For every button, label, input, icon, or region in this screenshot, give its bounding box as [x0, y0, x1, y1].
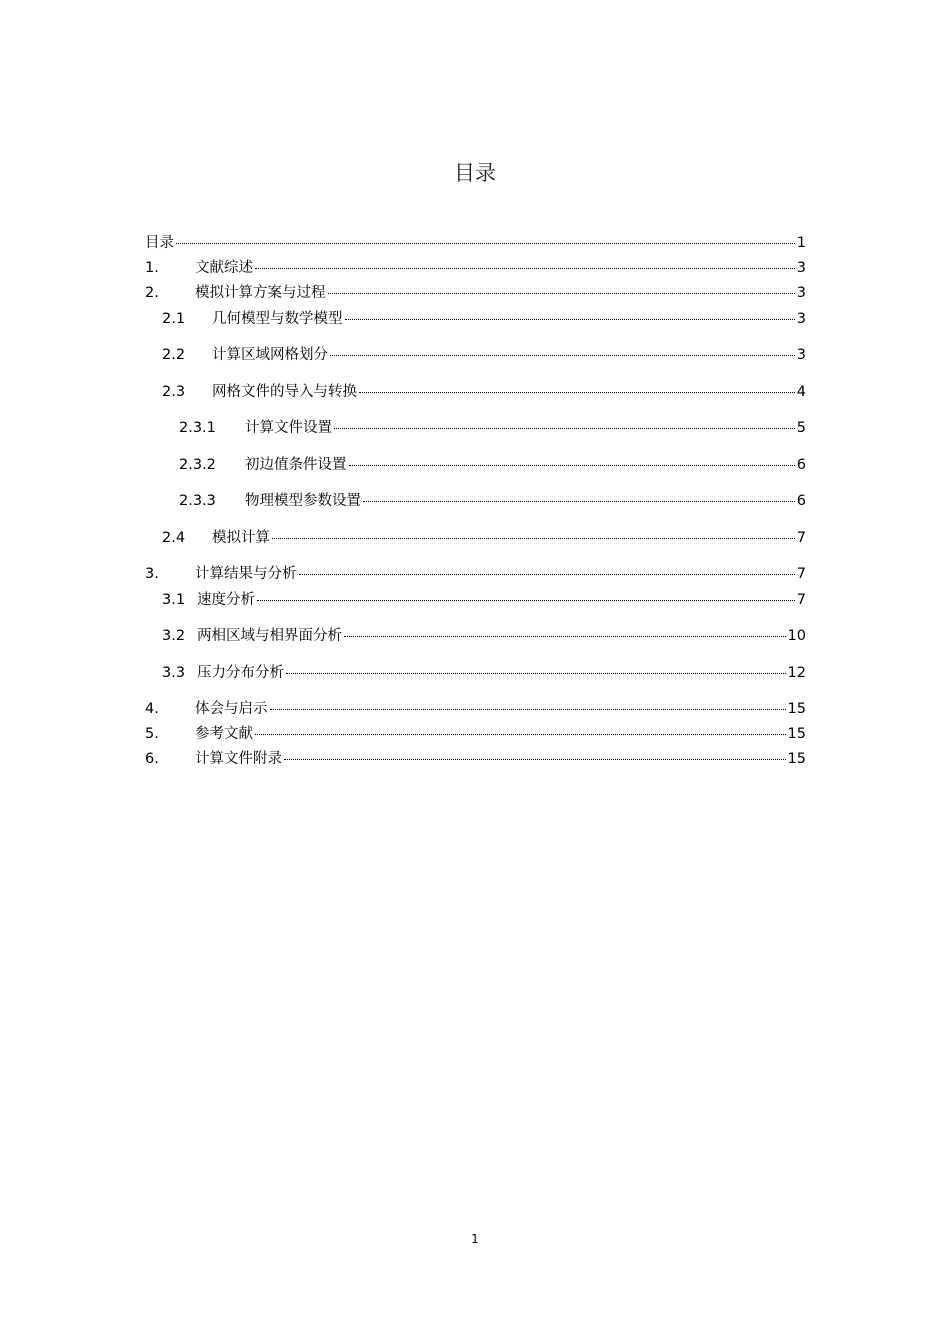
toc-entry-title: 物理模型参数设置	[245, 493, 361, 509]
toc-entry-page: 15	[787, 701, 806, 717]
toc-entry-number: 1.	[145, 260, 159, 276]
toc-entry[interactable]	[145, 697, 806, 717]
toc-entry[interactable]	[162, 624, 806, 644]
toc-entry-page: 6	[796, 493, 806, 509]
toc-entry[interactable]	[145, 231, 806, 251]
toc-entry-number: 4.	[145, 701, 159, 717]
toc-entry[interactable]	[179, 489, 806, 509]
toc-entry-number: 2.3.3	[179, 493, 216, 509]
toc-entry-number: 2.3	[162, 384, 186, 400]
toc-entry[interactable]	[179, 453, 806, 473]
toc-leader	[255, 734, 786, 735]
toc-entry-page: 3	[796, 285, 806, 301]
toc-leader	[270, 709, 786, 710]
toc-leader	[272, 538, 795, 539]
toc-entry-title: 计算结果与分析	[195, 566, 297, 582]
toc-leader	[330, 355, 795, 356]
toc-entry[interactable]	[162, 588, 806, 608]
toc-entry-number: 6.	[145, 751, 159, 767]
page-title: 目录	[454, 161, 496, 185]
toc-entry[interactable]	[162, 343, 806, 363]
toc-entry-title: 速度分析	[197, 592, 255, 608]
toc-entry-page: 7	[796, 566, 806, 582]
toc-entry-title: 参考文献	[195, 726, 253, 742]
toc-entry-page: 15	[787, 751, 806, 767]
toc-entry-title: 模拟计算	[212, 530, 270, 546]
toc-entry[interactable]	[162, 661, 806, 681]
toc-entry-page: 7	[796, 592, 806, 608]
toc-entry-page: 6	[796, 457, 806, 473]
toc-leader	[344, 636, 786, 637]
toc-leader	[349, 465, 795, 466]
toc-entry-page: 3	[796, 311, 806, 327]
toc-entry[interactable]	[179, 416, 806, 436]
toc-entry-number: 5.	[145, 726, 159, 742]
toc-entry[interactable]	[162, 526, 806, 546]
toc-entry[interactable]	[145, 747, 806, 767]
toc-entry-page: 1	[796, 235, 806, 251]
toc-entry-title: 两相区域与相界面分析	[197, 628, 342, 644]
toc-entry[interactable]	[145, 256, 806, 276]
toc-leader	[345, 319, 795, 320]
toc-entry[interactable]	[162, 380, 806, 400]
toc-entry-number: 2.3.1	[179, 420, 216, 436]
toc-entry-title: 计算文件附录	[195, 751, 282, 767]
toc-leader	[176, 243, 795, 244]
toc-entry-number: 2.4	[162, 530, 186, 546]
toc-entry[interactable]	[145, 281, 806, 301]
toc-entry[interactable]	[162, 307, 806, 327]
toc-entry-number: 2.	[145, 285, 159, 301]
toc-entry-title: 几何模型与数学模型	[212, 311, 343, 327]
toc-entry-title: 计算区域网格划分	[212, 347, 328, 363]
toc-leader	[328, 293, 795, 294]
toc-entry-number: 2.2	[162, 347, 186, 363]
toc-entry-page: 7	[796, 530, 806, 546]
toc-leader	[257, 600, 795, 601]
toc-entry[interactable]	[145, 722, 806, 742]
toc-entry-title: 网格文件的导入与转换	[212, 384, 357, 400]
toc-entry-title: 目录	[145, 235, 174, 251]
toc-entry-page: 4	[796, 384, 806, 400]
toc-entry-title: 模拟计算方案与过程	[195, 285, 326, 301]
toc-leader	[299, 574, 795, 575]
toc-entry-page: 3	[796, 347, 806, 363]
toc-entry[interactable]	[145, 562, 806, 582]
toc-entry-number: 3.	[145, 566, 159, 582]
page-number: 1	[471, 1232, 479, 1246]
toc-entry-number: 2.3.2	[179, 457, 216, 473]
toc-entry-number: 3.2	[162, 628, 186, 644]
toc-entry-page: 5	[796, 420, 806, 436]
toc-leader	[284, 759, 786, 760]
toc-entry-title: 文献综述	[195, 260, 253, 276]
toc-leader	[334, 428, 795, 429]
toc-entry-page: 12	[787, 665, 806, 681]
toc-entry-number: 2.1	[162, 311, 186, 327]
toc-entry-title: 计算文件设置	[245, 420, 332, 436]
toc-leader	[286, 673, 786, 674]
toc-entry-page: 10	[787, 628, 806, 644]
toc-entry-page: 15	[787, 726, 806, 742]
toc-entry-page: 3	[796, 260, 806, 276]
toc-entry-title: 压力分布分析	[197, 665, 284, 681]
toc-entry-number: 3.3	[162, 665, 186, 681]
toc-entry-title: 初边值条件设置	[245, 457, 347, 473]
toc-entry-number: 3.1	[162, 592, 186, 608]
toc-leader	[359, 392, 795, 393]
toc-leader	[255, 268, 795, 269]
toc-entry-title: 体会与启示	[195, 701, 268, 717]
toc-leader	[363, 501, 795, 502]
